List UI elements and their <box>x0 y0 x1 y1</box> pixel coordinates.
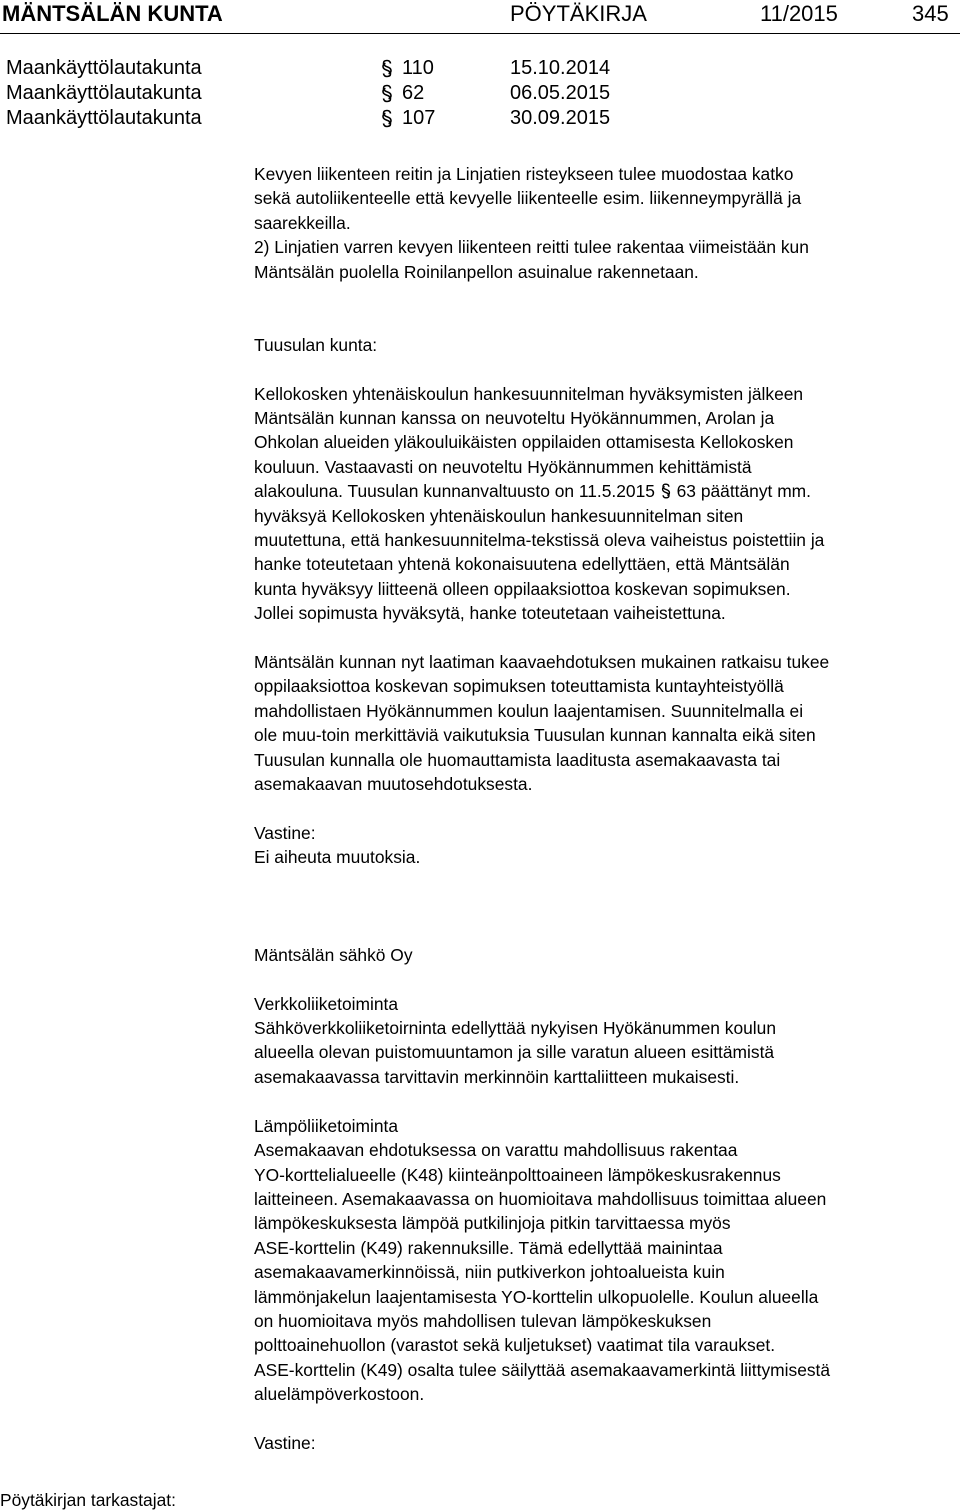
section-sign-icon <box>380 109 394 128</box>
body-line: Asemakaavan ehdotuksessa on varattu mahdollisuus rakentaa <box>254 1140 738 1161</box>
body-line: polttoainehuollon (varastot sekä kuljetukset) vaatimat tila varaukset. <box>254 1335 776 1356</box>
body-line: Mäntsälän puolella Roinilanpellon asuinalue rakennetaan. <box>254 261 699 282</box>
section-sign-icon <box>380 84 394 103</box>
section-heading: Tuusulan kunta: <box>254 334 378 355</box>
reference-date: 06.05.2015 <box>510 82 611 104</box>
header-divider <box>0 33 960 34</box>
body-line: Ohkolan alueiden yläkouluikäisten oppilaiden ottamisesta Kellokosken <box>254 432 794 453</box>
reference-board: Maankäyttölautakunta <box>6 107 202 129</box>
body-text: 63 päättänyt mm. <box>676 481 812 502</box>
reference-date: 30.09.2015 <box>510 107 611 129</box>
body-line: kouluun. Vastaavasti on neuvoteltu Hyökännummen kehittämistä <box>254 456 752 477</box>
reference-section-number: 62 <box>402 82 425 104</box>
body-line: YO-korttelialueelle (K48) kiinteänpolttoaineen lämpökeskusrakennus <box>254 1164 781 1185</box>
page-number: 345 <box>912 1 949 26</box>
body-line: aluelämpöverkostoon. <box>254 1384 425 1405</box>
body-line: saarekkeilla. <box>254 212 351 233</box>
body-line: asemakaavan muutosehdotuksesta. <box>254 774 533 795</box>
body-line: Tuusulan kunnalla ole huomauttamista laaditusta asemakaavasta tai <box>254 749 781 770</box>
reference-board: Maankäyttölautakunta <box>6 57 202 79</box>
body-line: kunta hyväksyy liitteenä olleen oppilaaksiottoa koskevan sopimuksen. <box>254 578 791 599</box>
body-line: ASE-korttelin (K49) osalta tulee säilyttää asemakaavamerkintä liittymisestä <box>254 1359 831 1380</box>
body-line: lämmönjakelun laajentamisesta YO-korttelin ulkopuolelle. Koulun alueella <box>254 1286 819 1307</box>
section-sign-icon <box>380 59 394 78</box>
section-sign-icon <box>660 482 672 500</box>
body-line: ASE-korttelin (K49) rakennuksille. Tämä edellyttää mainintaa <box>254 1237 723 1258</box>
body-line: muutettuna, että hankesuunnitelma-tekstissä oleva vaiheistus poistettiin ja <box>254 530 825 551</box>
footer-inspectors-label: Pöytäkirjan tarkastajat: <box>0 1490 176 1510</box>
body-line: Jollei sopimusta hyväksytä, hanke toteutetaan vaiheistettuna. <box>254 603 726 624</box>
body-line: mahdollistaen Hyökännummen koulun laajentamisen. Suunnitelmalla ei <box>254 700 804 721</box>
document-body <box>254 162 960 1455</box>
body-line: asemakaavamerkinnöissä, niin putkiverkon johtoalueista kuin <box>254 1262 725 1283</box>
body-line: hyväksyä Kellokosken yhtenäiskoulun hankesuunnitelman siten <box>254 505 744 526</box>
body-line: Mäntsälän kunnan nyt laatiman kaavaehdotuksen mukainen ratkaisu tukee <box>254 652 830 673</box>
response-label: Vastine: <box>254 822 316 843</box>
reference-date: 15.10.2014 <box>510 57 611 79</box>
response-label: Vastine: <box>254 1432 316 1453</box>
reference-board: Maankäyttölautakunta <box>6 82 202 104</box>
body-line: Kellokosken yhtenäiskoulun hankesuunnitelman hyväksymisten jälkeen <box>254 383 804 404</box>
response-text: Ei aiheuta muutoksia. <box>254 847 421 868</box>
body-line: lämpökeskuksesta lämpöä putkilinjoja pitkin tarvittaessa myös <box>254 1213 731 1234</box>
subsection-heading: Lämpöliiketoiminta <box>254 1115 399 1136</box>
body-line: laitteineen. Asemakaavassa on huomioitava mahdollisuus toimittaa alueen <box>254 1188 827 1209</box>
body-line: alueella olevan puistomuuntamon ja sille varatun alueen esittämistä <box>254 1042 775 1063</box>
body-line: sekä autoliikenteelle että kevyelle liikenteelle esim. liikenneympyrällä ja <box>254 188 802 209</box>
reference-section-number: 110 <box>402 57 434 79</box>
section-heading: Mäntsälän sähkö Oy <box>254 944 413 965</box>
body-line: Kevyen liikenteen reitin ja Linjatien risteykseen tulee muodostaa katko <box>254 164 794 184</box>
body-line: ole muu-toin merkittäviä vaikutuksia Tuusulan kunnan kannalta eikä siten <box>254 725 816 746</box>
subsection-heading: Verkkoliiketoiminta <box>254 993 399 1014</box>
body-line: 2) Linjatien varren kevyen liikenteen reitti tulee rakentaa viimeistään kun <box>254 237 809 258</box>
body-line: hanke toteutetaan yhtenä kokonaisuutena edellyttäen, että Mäntsälän <box>254 554 790 575</box>
organization-title: MÄNTSÄLÄN KUNTA <box>2 1 223 26</box>
body-line: on huomioitava myös mahdollisen tulevan lämpökeskuksen <box>254 1310 712 1331</box>
document-type: PÖYTÄKIRJA <box>510 1 647 26</box>
body-line: oppilaaksiottoa koskevan sopimuksen toteuttamista kuntayhteistyöllä <box>254 676 784 697</box>
body-text: alakouluna. Tuusulan kunnanvaltuusto on 11.5.2015 <box>254 481 655 502</box>
reference-section-number: 107 <box>402 107 436 129</box>
body-line-with-section-ref <box>254 479 960 503</box>
document-number: 11/2015 <box>760 1 838 26</box>
body-line: Sähköverkkoliiketoirninta edellyttää nykyisen Hyökänummen koulun <box>254 1018 776 1039</box>
body-line: asemakaavassa tarvittavin merkinnöin karttaliitteen mukaisesti. <box>254 1066 740 1087</box>
body-line: Mäntsälän kunnan kanssa on neuvoteltu Hyökännummen, Arolan ja <box>254 408 775 429</box>
